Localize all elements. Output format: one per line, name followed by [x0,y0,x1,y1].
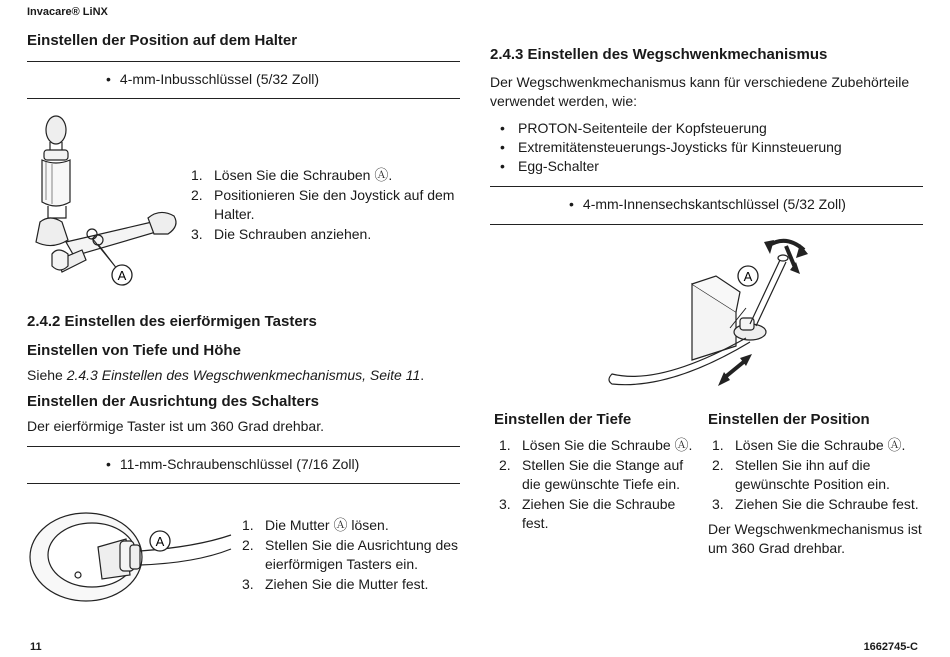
subsection-title-depth: Einstellen der Tiefe [494,411,632,428]
list-item: • Extremitätensteuerungs-Joysticks für Kinnsteuerung [490,138,920,157]
swingaway-illustration [600,236,820,396]
step: 3. Die Schrauben anziehen. [191,225,372,242]
tool-requirement: • 4-mm-Innensechskantschlüssel (5/32 Zoll) [569,196,846,212]
document-number: 1662745-C [863,641,918,653]
steps-position [712,436,926,514]
rule [27,483,460,484]
step: 2. Stellen Sie ihn auf die gewünschte Position ein. [712,456,890,492]
step: 3. Ziehen Sie die Schraube fest. [712,495,919,512]
step: 1. Die Mutter Ⓐ lösen. [242,517,389,533]
list-item: • Egg-Schalter [490,157,920,176]
step: 3. Ziehen Sie die Mutter fest. [242,575,429,592]
reference-link[interactable]: 2.4.3 Einstellen des Wegschwenkmechanismus, Seite 11 [66,367,421,383]
callout-a: A [743,269,753,284]
callout-a: A [117,268,127,283]
rule [27,61,460,62]
accessory-list [490,119,920,176]
steps-holder [191,166,461,244]
section-title-egg-switch: 2.4.2 Einstellen des eierförmigen Tasters [27,313,317,330]
step: 2. Stellen Sie die Ausrichtung des eierförmigen Tasters ein. [242,536,459,572]
rule [27,446,460,447]
subsection-title-orientation: Einstellen der Ausrichtung des Schalters [27,393,320,410]
joystick-holder-illustration [22,110,182,290]
orientation-description: Der eierförmige Taster ist um 360 Grad drehbar. [27,418,324,434]
tool-requirement: • 4-mm-Inbusschlüssel (5/32 Zoll) [106,71,319,87]
steps-orientation [242,516,460,594]
tool-requirement: • 11-mm-Schraubenschlüssel (7/16 Zoll) [106,456,359,472]
rule [27,98,460,99]
brand-header: Invacare® LiNX [27,6,108,18]
section-title-holder-position: Einstellen der Position auf dem Halter [27,32,298,49]
step: 2. Positionieren Sie den Joystick auf dem Halter. [191,186,455,222]
section-title-swingaway: 2.4.3 Einstellen des Wegschwenkmechanismus [490,46,828,63]
subsection-title-position: Einstellen der Position [708,411,870,428]
rule [490,186,923,187]
step: 2. Stellen Sie die Stange auf die gewünschte Tiefe ein. [499,456,684,492]
steps-depth [499,436,704,534]
swingaway-intro: Der Wegschwenkmechanismus kann für verschiedene Zubehörteile verwendet werden, wie: [490,74,910,109]
list-item: • PROTON-Seitenteile der Kopfsteuerung [490,119,920,138]
step: 1. Lösen Sie die Schraube Ⓐ. [499,437,693,453]
step: 1. Lösen Sie die Schrauben Ⓐ. [191,167,393,183]
cross-reference: Siehe 2.4.3 Einstellen des Wegschwenkmechanismus, Seite 11. [27,367,425,383]
rule [490,224,923,225]
step: 1. Lösen Sie die Schraube Ⓐ. [712,437,906,453]
rotation-note: Der Wegschwenkmechanismus ist um 360 Grad drehbar. [708,521,922,556]
step: 3. Ziehen Sie die Schraube fest. [499,495,676,531]
callout-a: A [155,534,165,549]
subsection-title-depth-height: Einstellen von Tiefe und Höhe [27,342,241,359]
egg-switch-illustration [26,495,236,610]
page-number: 11 [30,641,42,653]
